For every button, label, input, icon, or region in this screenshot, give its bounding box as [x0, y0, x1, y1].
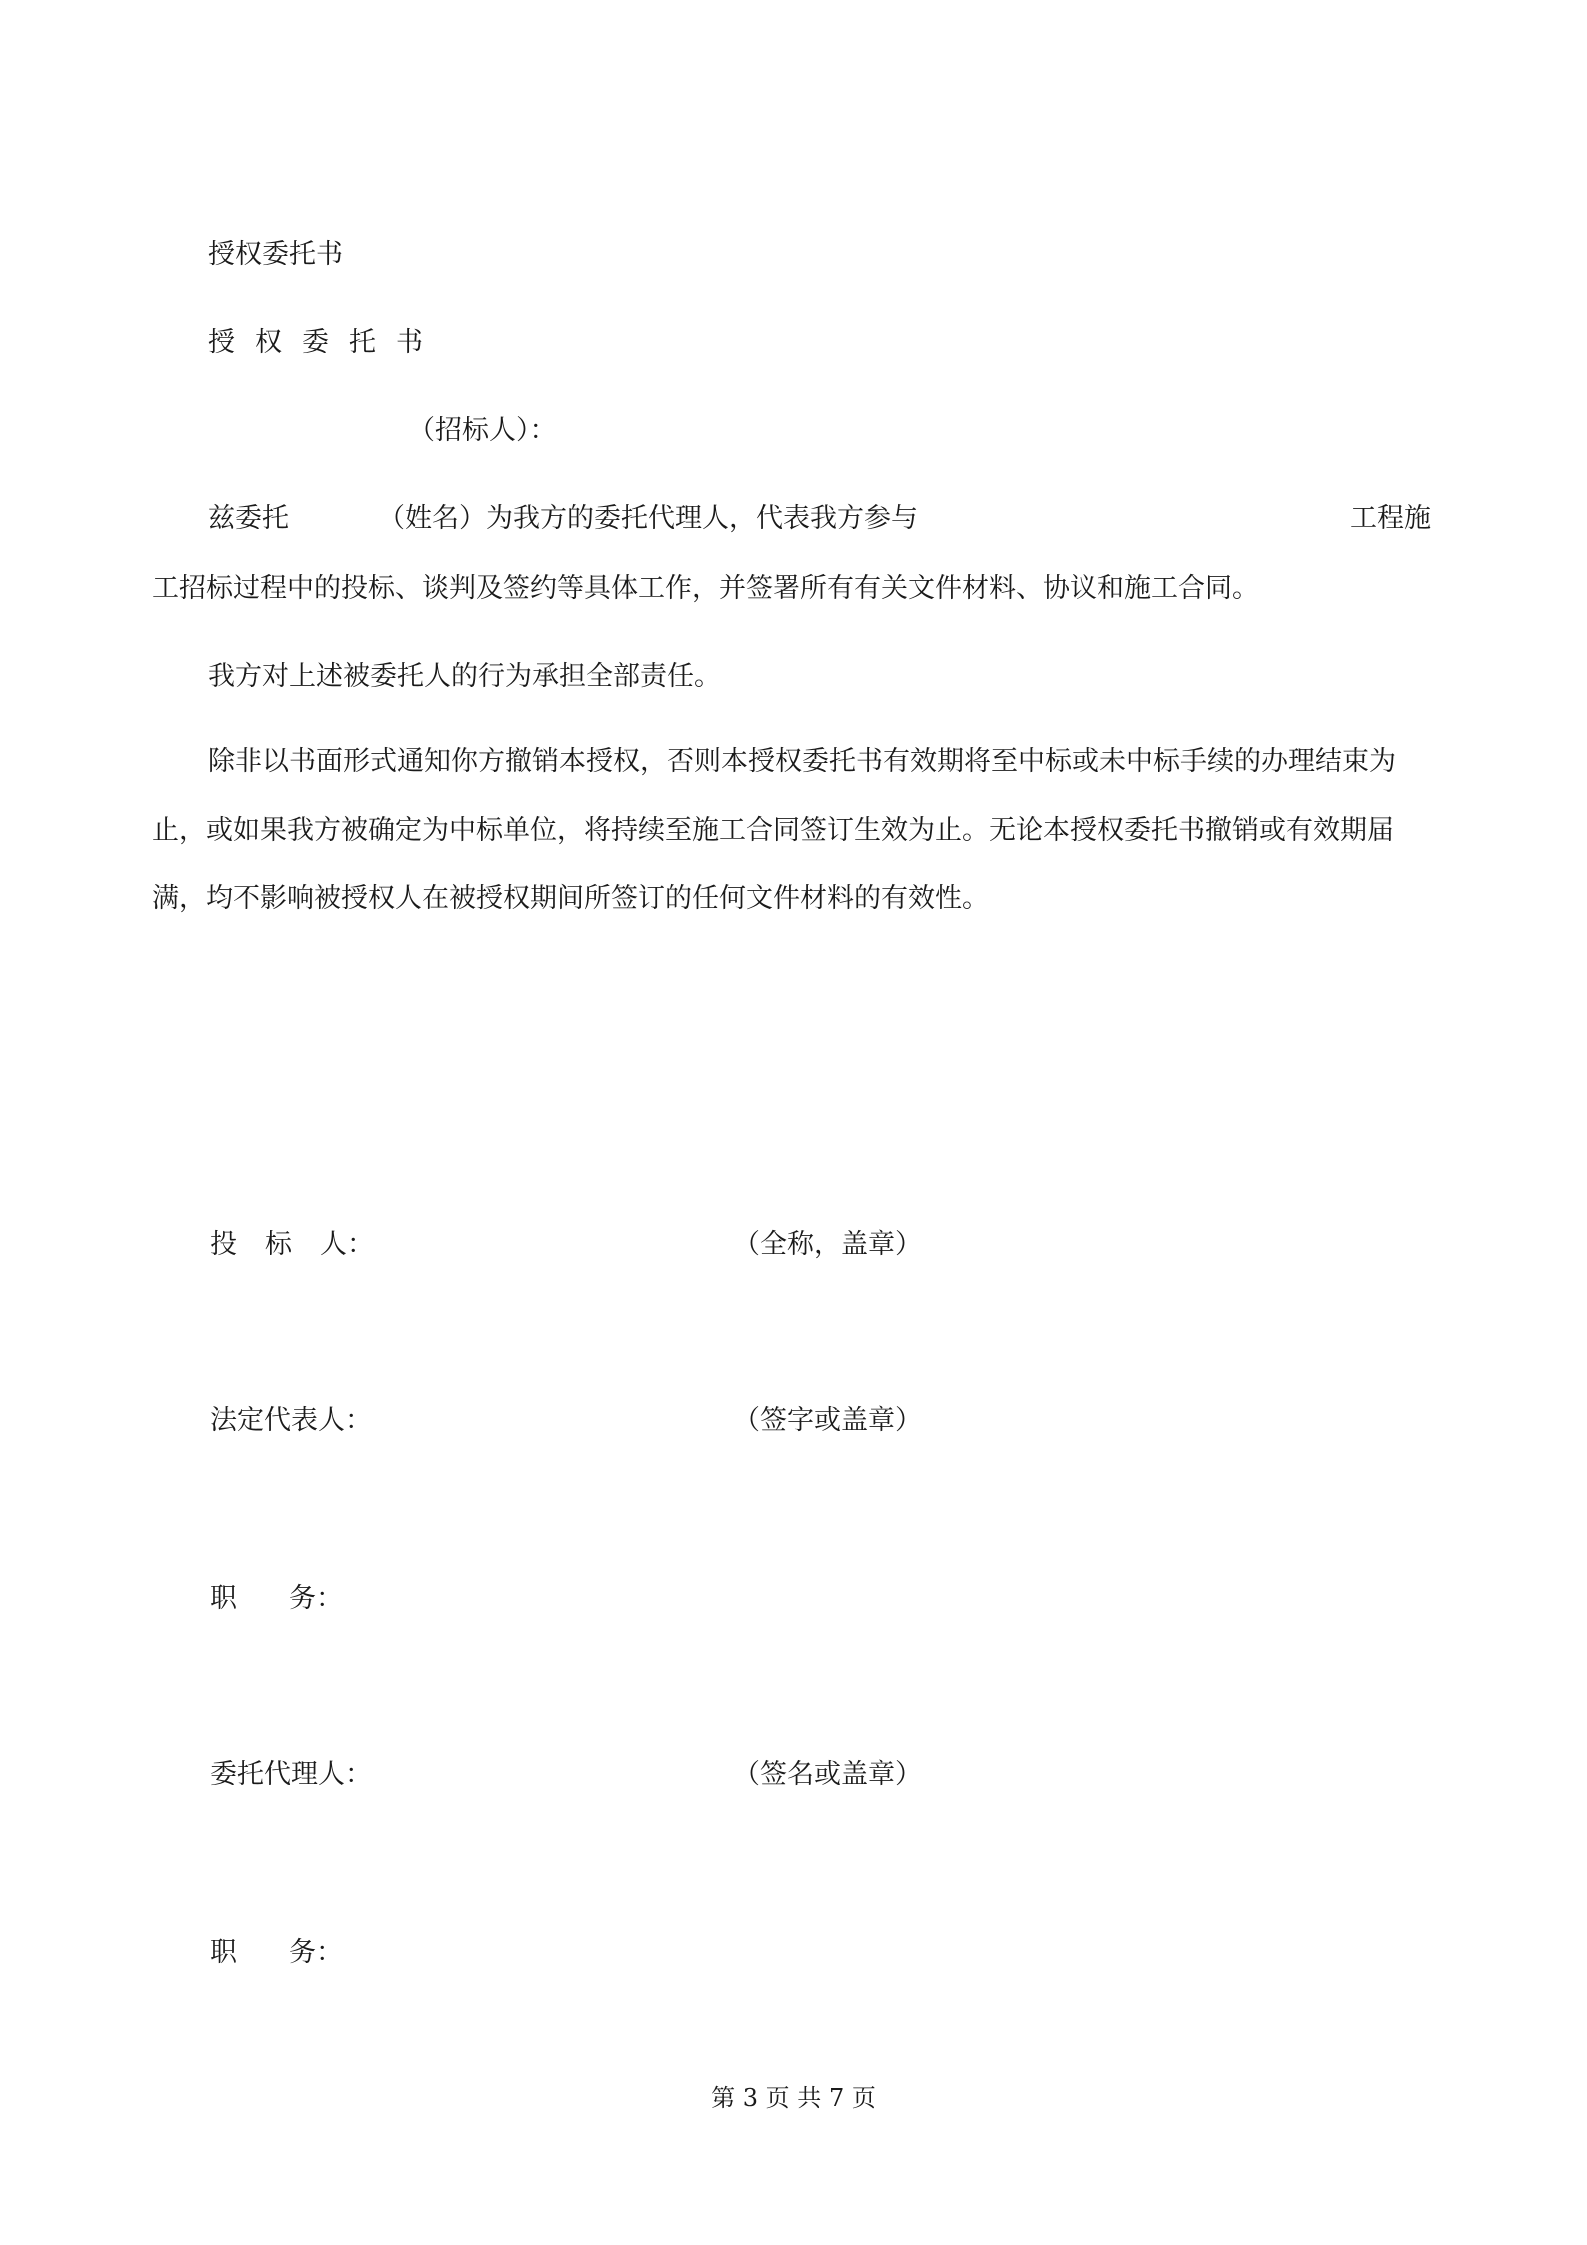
bidder-note: （全称，盖章）: [733, 1229, 922, 1260]
para3-line2: 止，或如果我方被确定为中标单位，将持续至施工合同签订生效为止。无论本授权委托书撤销或有效期届: [152, 815, 1394, 846]
position2-label: 职 务：: [210, 1937, 343, 1968]
para1-project-tail: 工程施: [1350, 503, 1431, 534]
para3-line3: 满，均不影响被授权人在被授权期间所签订的任何文件材料的有效性。: [152, 883, 989, 914]
para1-start: 兹委托: [208, 503, 289, 534]
legal-rep-note: （签字或盖章）: [733, 1405, 922, 1436]
para2: 我方对上述被委托人的行为承担全部责任。: [208, 661, 721, 692]
page-number-footer: 第 3 页 共 7 页: [711, 2084, 876, 2112]
document-heading: 授权委托书: [208, 239, 343, 270]
addressee-line: （招标人）：: [408, 415, 557, 446]
document-title: 授权委托书: [208, 327, 443, 358]
agent-note: （签名或盖章）: [733, 1759, 922, 1790]
bidder-label: 投 标 人：: [210, 1229, 374, 1260]
agent-label: 委托代理人：: [210, 1759, 372, 1790]
para3-line1: 除非以书面形式通知你方撤销本授权，否则本授权委托书有效期将至中标或未中标手续的办理结束为: [208, 746, 1396, 777]
para1-name-note: （姓名）为我方的委托代理人，代表我方参与: [378, 503, 918, 534]
legal-rep-label: 法定代表人：: [210, 1405, 372, 1436]
para1-line2: 工招标过程中的投标、谈判及签约等具体工作，并签署所有有关文件材料、协议和施工合同。: [152, 573, 1259, 604]
position1-label: 职 务：: [210, 1583, 343, 1614]
